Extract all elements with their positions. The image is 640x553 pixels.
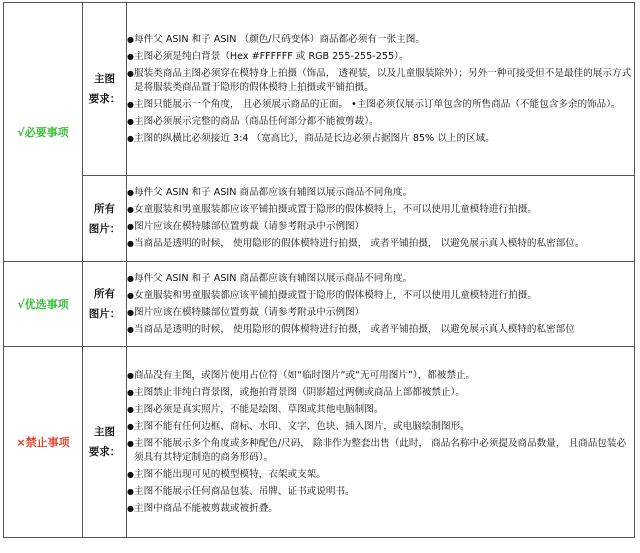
bullet-icon: ●: [127, 421, 134, 431]
item-text: 主图不能展示任何商品包装、吊牌、证书或说明书。: [134, 485, 355, 497]
table-row: [4, 347, 635, 538]
item-text: 主图不能有任何边框、商标、水印、文字、色块、插入图片，或电脑绘制图形。: [134, 420, 470, 432]
row-label-line: 要求：: [88, 93, 121, 105]
list-item: [127, 186, 634, 200]
item-text: 图片应该在模特膝部位置剪裁（请参考附录中示例图）: [134, 221, 365, 232]
list-item: [127, 485, 634, 499]
row-label: [83, 176, 127, 262]
list-item: [127, 502, 634, 516]
row-label: [83, 262, 127, 347]
bullet-icon: ●: [127, 34, 134, 44]
item-text: 商品没有主图，或图片使用占位符（如“临时图片”或“无可用图片”），都被禁止。: [134, 369, 476, 381]
list-item: [127, 203, 634, 217]
bullet-icon: ●: [127, 469, 134, 479]
list-item: [127, 115, 634, 129]
bullet-icon: ●: [127, 99, 134, 109]
item-text: 主图必须是纯白背景（Hex #FFFFFF 或 RGB 255-255-255）。: [134, 50, 409, 62]
bullet-icon: ●: [127, 370, 134, 380]
item-text: 当商品是透明的时候， 使用隐形的假体模特进行拍摄， 或者平铺拍摄， 以避免展示真人模特的私密部位: [134, 323, 575, 335]
list-item: [127, 386, 634, 400]
list-item: [127, 306, 634, 320]
bullet-icon: ●: [127, 438, 134, 448]
item-text: 主图必须展示完整的商品（商品任何部分都不能被剪裁）。: [134, 115, 379, 127]
bullet-icon: ●: [127, 222, 134, 231]
bullet-icon: ●: [127, 273, 134, 283]
item-text: 女童服装和男童服装都应该平铺拍摄或置于隐形的假体模特上，不可以使用儿童模特进行拍摄。: [134, 204, 537, 215]
bullet-icon: ●: [127, 188, 134, 197]
item-text: 主图中商品不能被剪裁或被折叠。: [134, 502, 278, 514]
list-item: [127, 323, 634, 337]
table-row: [4, 176, 635, 262]
items-cell: [127, 262, 635, 347]
bullet-icon: ●: [127, 51, 134, 61]
category-preferred: √优选事项: [4, 262, 83, 347]
item-text: 女童服装和男童服装都应该平铺拍摄或置于隐形的假体模特上，不可以使用儿童模特进行拍摄。: [134, 289, 537, 301]
item-text: 服装类商品主图必须穿在模特身上拍摄（饰品， 透视装，以及儿童服装除外）；另外一种可接受但不是最佳的展示方式是将服装类商品置于隐形的假体模特上拍摄或平铺拍摄。: [134, 67, 632, 93]
bullet-icon: ●: [127, 133, 134, 143]
item-text: 每件父 ASIN 和子 ASIN 商品都应该有辅图以展示商品不同角度。: [134, 272, 413, 284]
row-label-line: 所有: [94, 288, 115, 300]
bullet-icon: ●: [127, 116, 134, 126]
bullet-icon: ●: [127, 503, 134, 513]
list-item: [127, 369, 634, 383]
category-prohibited: ×禁止事项: [4, 347, 83, 538]
item-text: 主图只能展示一个角度， 且必须展示商品的正面。 •主图必须仅展示订单包含的所售商品（不能包含多余的饰品）。: [134, 98, 621, 110]
item-text: 主图必须是真实照片，不能是绘图、草图或其他电脑制图。: [134, 403, 384, 415]
table-row: [4, 3, 635, 176]
row-label-line: 图片：: [88, 222, 121, 235]
bullet-icon: ●: [127, 239, 134, 248]
bullet-icon: ●: [127, 404, 134, 414]
list-item: [127, 289, 634, 303]
row-label-line: 主图: [94, 426, 115, 438]
list-item: [127, 237, 634, 251]
item-text: 主图不能出现可见的模型模特，衣架或支架。: [134, 468, 326, 480]
bullet-icon: ●: [127, 290, 134, 300]
rules-table: [3, 2, 635, 538]
item-text: 主图的纵横比必须接近 3:4 （宽高比），商品是长边必须占据图片 85% 以上的区域。: [134, 132, 495, 144]
row-label: [83, 347, 127, 538]
list-item: [127, 132, 634, 146]
item-text: 主图禁止非纯白背景图，或拖拍背景图（阴影超过两侧或商品上部都被禁止）。: [134, 386, 465, 398]
row-label-line: 所有: [94, 202, 115, 215]
list-item: [127, 67, 634, 95]
row-label-line: 主图: [94, 73, 115, 85]
row-label: [83, 3, 127, 176]
items-cell: [127, 176, 635, 262]
bullet-icon: ●: [127, 205, 134, 214]
bullet-icon: ●: [127, 307, 134, 317]
item-text: 当商品是透明的时候， 使用隐形的假体模特进行拍摄， 或者平铺拍摄， 以避免展示真人模特的私密部位。: [134, 238, 585, 249]
list-item: [127, 420, 634, 434]
item-text: 每件父 ASIN 和子 ASIN （颜色/尺码变体）商品都必须有一张主图。: [134, 33, 425, 45]
table-row: [4, 262, 635, 347]
category-required: √必要事项: [4, 3, 83, 262]
bullet-icon: ●: [127, 387, 134, 397]
list-item: [127, 98, 634, 112]
list-item: [127, 403, 634, 417]
item-text: 主图不能展示多个角度或多种配色/尺码， 除非作为整套出售（此时， 商品名称中必须提及商品数量， 且商品包装必须具有其特定制造的商务形码）。: [134, 437, 627, 463]
list-item: [127, 33, 634, 47]
item-text: 每件父 ASIN 和子 ASIN 商品都应该有辅图以展示商品不同角度。: [134, 187, 413, 198]
items-cell: [127, 347, 635, 538]
list-item: [127, 220, 634, 234]
row-label-line: 图片：: [88, 308, 121, 320]
list-item: [127, 50, 634, 64]
item-text: 图片应该在模特膝部位置剪裁（请参考附录中示例图）: [134, 306, 365, 318]
list-item: [127, 468, 634, 482]
list-item: [127, 272, 634, 286]
bullet-icon: ●: [127, 68, 134, 78]
list-item: [127, 437, 634, 465]
items-cell: [127, 3, 635, 176]
bullet-icon: ●: [127, 486, 134, 496]
bullet-icon: ●: [127, 324, 134, 334]
row-label-line: 要求：: [88, 446, 121, 458]
